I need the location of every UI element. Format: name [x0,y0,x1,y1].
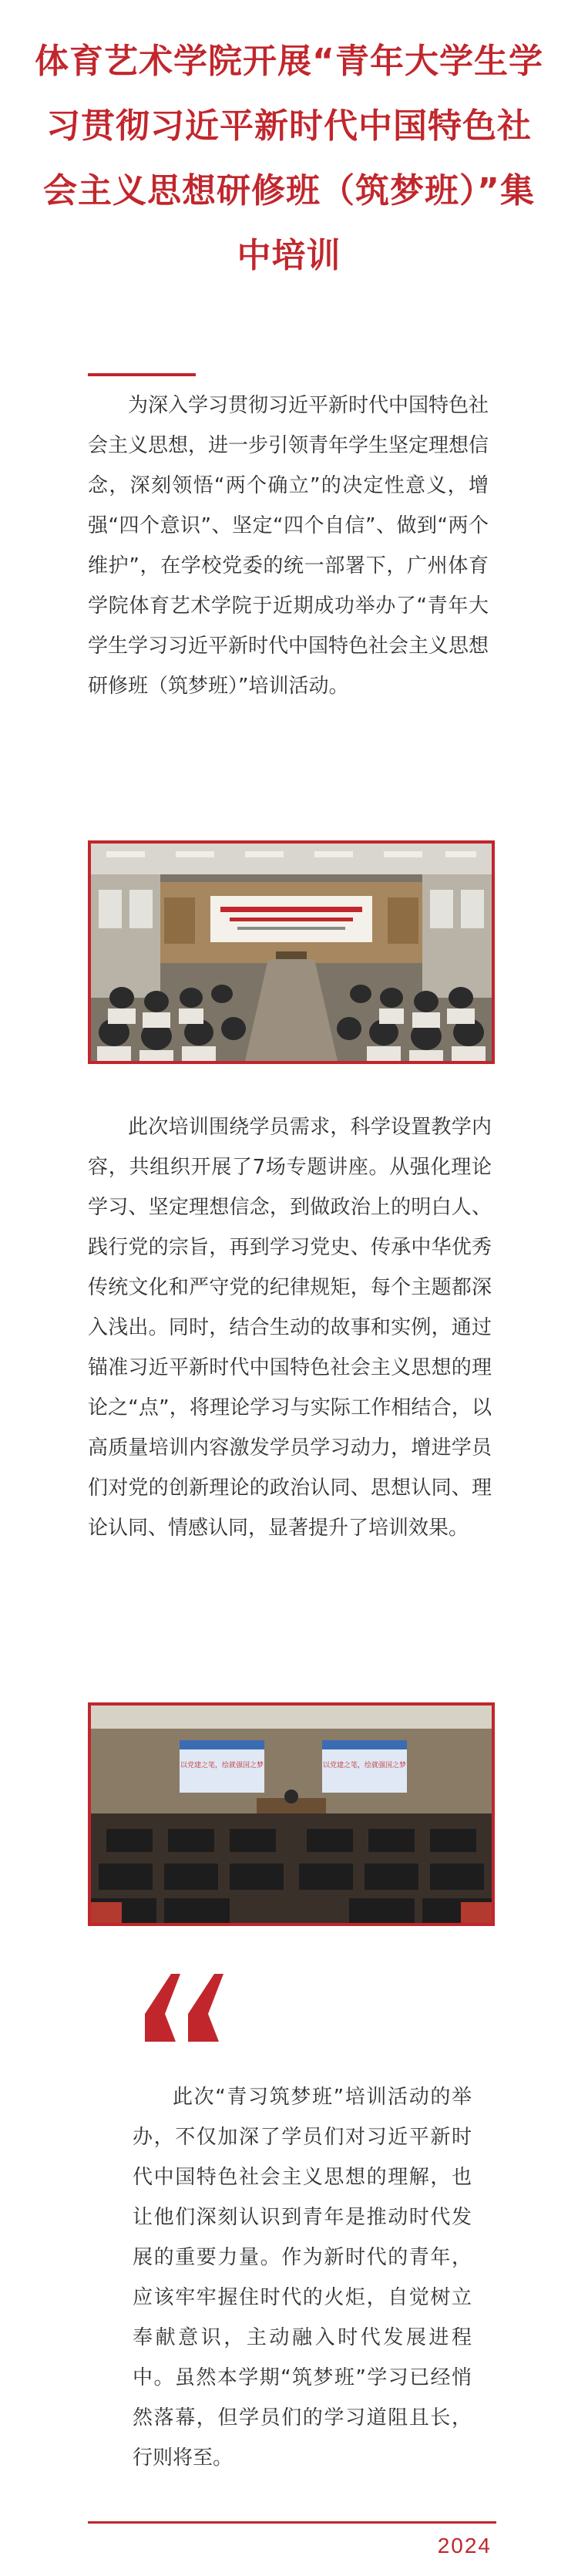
article-title: 体育艺术学院开展“青年大学生学习贯彻习近平新时代中国特色社会主义思想研修班（筑梦班）”集中培训 [35,42,543,275]
year-label: 2024 [437,2534,492,2557]
paragraph-intro: 为深入学习贯彻习近平新时代中国特色社会主义思想，进一步引领青年学生坚定理想信念，深刻领悟“两个确立”的决定性意义，增强“四个意识”、坚定“四个自信”、做到“两个维护”，在学校党委的统一部署下，广州体育学院体育艺术学院于近期成功举办了“青年大学生学习习近平新时代中国特色社会主义思想研修班（筑梦班）”培训活动。 [88,394,489,698]
paragraph-conclusion: 此次“青习筑梦班”培训活动的举办，不仅加深了学员们对习近平新时代中国特色社会主义思想的理解，也让他们深刻认识到青年是推动时代发展的重要力量。作为新时代的青年，应该牢牢握住时代的火炬，自觉树立奉献意识，主动融入时代发展进程中。虽然本学期“筑梦班”学习已经悄然落幕，但学员们的学习道阻且长，行则将至。 [133,2086,472,2470]
title-divider [88,373,196,376]
training-hall-photo [88,840,495,1064]
quote-mark-icon [131,1966,231,2051]
screen-slogan-left: 以党建之笔，绘就强国之梦 [180,1762,264,1770]
lecture-photo [88,1702,495,1926]
footer-divider [88,2521,496,2524]
paragraph-curriculum: 此次培训围绕学员需求，科学设置教学内容，共组织开展了7场专题讲座。从强化理论学习、坚定理想信念，到做政治上的明白人、践行党的宗旨，再到学习党史、传承中华优秀传统文化和严守党的纪律规矩，每个主题都深入浅出。同时，结合生动的故事和实例，通过锚准习近平新时代中国特色社会主义思想的理论之“点”，将理论学习与实际工作相结合，以高质量培训内容激发学员学习动力，增进学员们对党的创新理论的政治认同、思想认同、理论认同、情感认同，显著提升了培训效果。 [88,1116,492,1540]
screen-slogan-right: 以党建之笔，绘就强国之梦 [322,1762,407,1770]
